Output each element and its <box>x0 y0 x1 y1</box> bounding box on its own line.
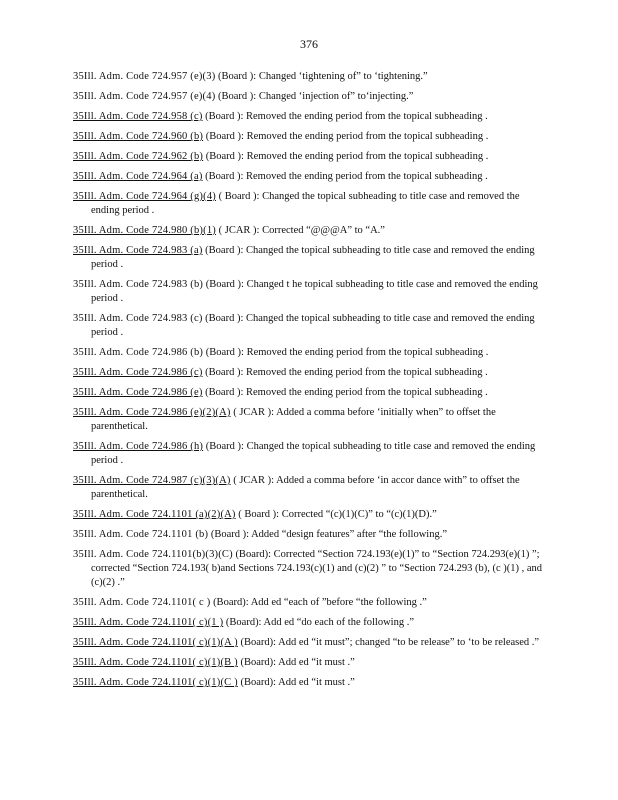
entry-description: Added a comma before ‘initially when” to offset the parenthetical. <box>91 407 496 432</box>
entry-description: Changed ‘injection of” to‘injecting.” <box>258 91 414 102</box>
entry-citation: 35Ill. Adm. Code 724.983 (a) <box>73 245 203 256</box>
entry-citation: 35Ill. Adm. Code 724.986 (e) <box>73 387 203 398</box>
entry-source: (Board ): <box>205 313 244 324</box>
entry-description: Changed the topical subheading to title case and removed the ending period . <box>91 245 535 270</box>
entry-source: (Board ): <box>205 347 244 358</box>
entry-source: ( JCAR ): <box>233 475 275 486</box>
errata-entry <box>73 548 548 590</box>
entry-description: Corrected “@@@A” to “A.” <box>262 225 385 236</box>
errata-entry <box>73 278 548 306</box>
errata-entry <box>73 636 548 650</box>
entry-source: (Board): <box>240 657 277 668</box>
errata-entry <box>73 528 548 542</box>
entry-citation: 35Ill. Adm. Code 724.986 (b) <box>73 347 204 358</box>
entry-citation: 35Ill. Adm. Code 724.986 (h) <box>73 441 204 452</box>
entry-description: Removed the ending period from the topical subheading . <box>246 111 488 122</box>
errata-entry <box>73 312 548 340</box>
entry-source: (Board ): <box>205 387 244 398</box>
errata-entry <box>73 150 548 164</box>
entry-description: Add ed “it must .” <box>278 657 355 668</box>
entry-description: Removed the ending period from the topical subheading . <box>246 131 489 142</box>
errata-entry <box>73 508 548 522</box>
entry-citation: 35Ill. Adm. Code 724.962 (b) <box>73 151 204 162</box>
errata-entry <box>73 170 548 184</box>
entry-source: (Board): <box>240 677 277 688</box>
entry-citation: 35Ill. Adm. Code 724.983 (c) <box>73 313 203 324</box>
errata-entry <box>73 70 548 84</box>
entry-citation: 35Ill. Adm. Code 724.964 (a) <box>73 171 203 182</box>
entry-description: Add ed “it must .” <box>278 677 355 688</box>
entry-source: (Board): <box>235 549 272 560</box>
entry-citation: 35Ill. Adm. Code 724.980 (b)(1) <box>73 225 216 236</box>
entry-description: Changed ‘tightening of” to ‘tightening.” <box>258 71 428 82</box>
entry-description: Corrected “Section 724.193(e)(1)” to “Section 724.293(e)(1) ”; corrected “Section 724.193( b)and Sections 724.193(c)(1) and (c)(2) ” to “Section 724.293 (b), (c )(1) , and (c)(2) .” <box>91 549 543 588</box>
entry-source: ( Board ): <box>238 509 280 520</box>
entry-source: ( JCAR ): <box>233 407 275 418</box>
entry-description: Add ed “do each of the following .” <box>263 617 414 628</box>
entry-description: Add ed “each of ”before “the following .” <box>250 597 427 608</box>
entry-citation: 35Ill. Adm. Code 724.1101( c ) <box>73 597 211 608</box>
entry-description: Changed the topical subheading to title case and removed the ending period . <box>91 313 535 338</box>
entry-source: (Board): <box>213 597 249 608</box>
entry-source: (Board): <box>225 617 262 628</box>
entry-citation: 35Ill. Adm. Code 724.957 (e)(4) <box>73 91 216 102</box>
entry-description: Added “design features” after “the following.” <box>251 529 447 540</box>
entry-citation: 35Ill. Adm. Code 724.986 (c) <box>73 367 203 378</box>
entry-source: (Board ): <box>205 151 244 162</box>
entry-description: Corrected “(c)(1)(C)” to “(c)(1)(D).” <box>281 509 437 520</box>
entry-description: Add ed “it must”; changed “to be release” to ‘to be released .” <box>278 637 540 648</box>
errata-entry <box>73 616 548 630</box>
entry-source: (Board ): <box>205 279 244 290</box>
page-number: 376 <box>300 37 318 51</box>
entry-citation: 35Ill. Adm. Code 724.983 (b) <box>73 279 204 290</box>
entry-source: (Board ): <box>205 441 244 452</box>
entry-source: (Board ): <box>205 367 244 378</box>
entry-description: Removed the ending period from the topical subheading . <box>246 367 488 378</box>
entry-source: (Board ): <box>205 111 244 122</box>
entry-citation: 35Ill. Adm. Code 724.986 (e)(2)(A) <box>73 407 231 418</box>
entry-citation: 35Ill. Adm. Code 724.1101 (a)(2)(A) <box>73 509 236 520</box>
entry-citation: 35Ill. Adm. Code 724.987 (c)(3)(A) <box>73 475 231 486</box>
entry-description: Removed the ending period from the topical subheading . <box>246 151 489 162</box>
errata-list <box>73 70 548 696</box>
errata-entry <box>73 474 548 502</box>
errata-entry <box>73 440 548 468</box>
entry-description: Changed the topical subheading to title case and removed the ending period . <box>91 441 536 466</box>
entry-citation: 35Ill. Adm. Code 724.1101( c)(1)(C ) <box>73 677 238 688</box>
entry-description: Removed the ending period from the topical subheading . <box>246 347 489 358</box>
entry-description: Removed the ending period from the topical subheading . <box>246 387 488 398</box>
errata-entry <box>73 190 548 218</box>
errata-entry <box>73 596 548 610</box>
entry-source: (Board ): <box>218 91 257 102</box>
entry-citation: 35Ill. Adm. Code 724.964 (g)(4) <box>73 191 216 202</box>
entry-source: (Board): <box>240 637 277 648</box>
entry-description: Added a comma before ‘in accor dance with” to offset the parenthetical. <box>91 475 520 500</box>
entry-citation: 35Ill. Adm. Code 724.1101(b)(3)(C) <box>73 549 233 560</box>
errata-entry <box>73 406 548 434</box>
entry-description: Changed the topical subheading to title case and removed the ending period . <box>91 191 520 216</box>
errata-entry <box>73 676 548 690</box>
errata-entry <box>73 346 548 360</box>
errata-entry <box>73 224 548 238</box>
errata-entry <box>73 110 548 124</box>
entry-citation: 35Ill. Adm. Code 724.957 (e)(3) <box>73 71 216 82</box>
entry-source: ( Board ): <box>218 191 260 202</box>
entry-citation: 35Ill. Adm. Code 724.1101( c)(1 ) <box>73 617 224 628</box>
entry-citation: 35Ill. Adm. Code 724.1101( c)(1)(B ) <box>73 657 238 668</box>
entry-citation: 35Ill. Adm. Code 724.1101( c)(1)(A ) <box>73 637 238 648</box>
entry-source: (Board ): <box>210 529 250 540</box>
entry-source: ( JCAR ): <box>218 225 260 236</box>
entry-citation: 35Ill. Adm. Code 724.1101 (b) <box>73 529 209 540</box>
entry-citation: 35Ill. Adm. Code 724.958 (c) <box>73 111 203 122</box>
errata-entry <box>73 656 548 670</box>
entry-source: (Board ): <box>218 71 257 82</box>
errata-entry <box>73 366 548 380</box>
errata-entry <box>73 130 548 144</box>
entry-description: Removed the ending period from the topical subheading . <box>246 171 488 182</box>
errata-entry <box>73 244 548 272</box>
entry-source: (Board ): <box>205 171 244 182</box>
errata-entry <box>73 386 548 400</box>
entry-citation: 35Ill. Adm. Code 724.960 (b) <box>73 131 204 142</box>
entry-source: (Board ): <box>205 245 244 256</box>
entry-source: (Board ): <box>205 131 244 142</box>
entry-description: Changed t he topical subheading to title case and removed the ending period . <box>91 279 538 304</box>
errata-entry <box>73 90 548 104</box>
